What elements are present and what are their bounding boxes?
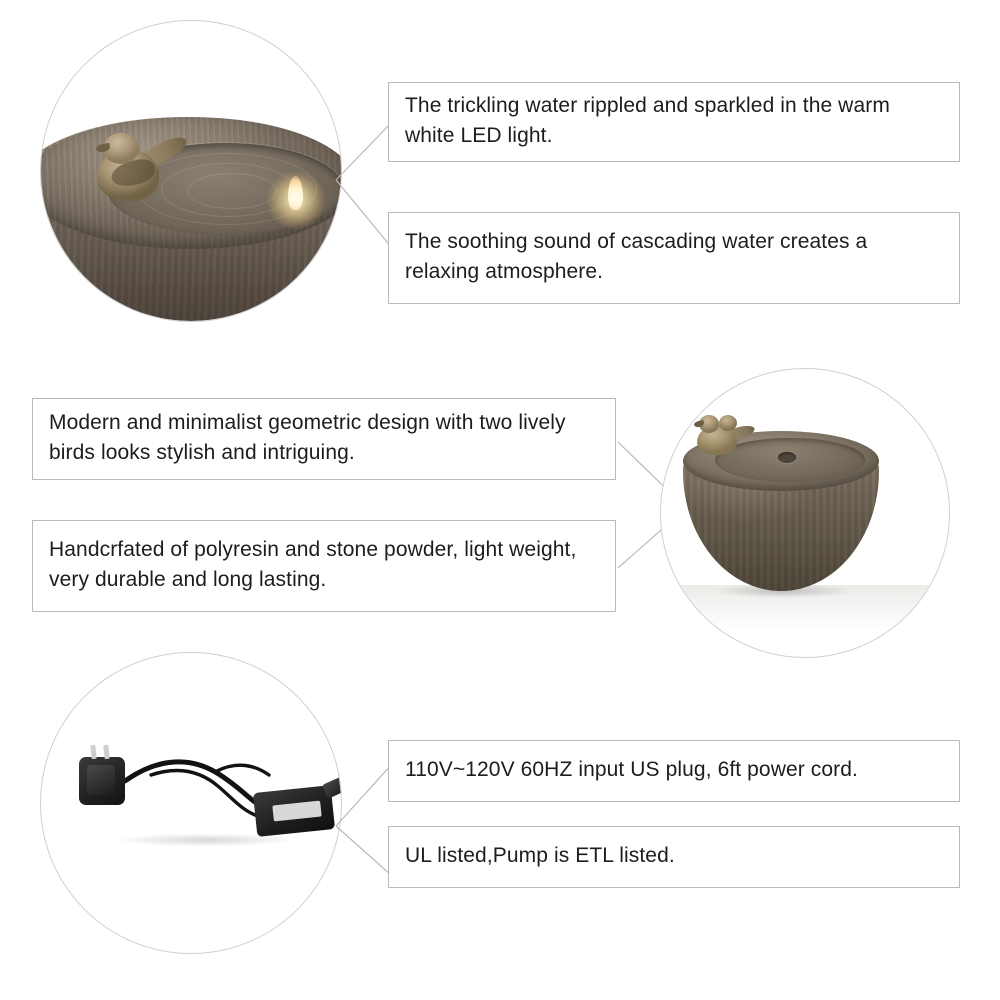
fountain-full-artwork [661,369,949,657]
fountain-closeup-artwork [41,21,341,321]
callout-led [388,82,960,162]
callout-design [32,398,616,480]
callout-certification-text: UL listed,Pump is ETL listed. [405,844,675,868]
fountain-full-photo [660,368,950,658]
callout-sound-text: The soothing sound of cascading water creates a relaxing atmosphere. [405,230,868,283]
callout-sound [388,212,960,304]
callout-led-text: The trickling water rippled and sparkled in the warm white LED light. [405,94,890,147]
callout-power-text: 110V~120V 60HZ input US plug, 6ft power cord. [405,758,858,782]
callout-design-text: Modern and minimalist geometric design with two lively birds looks stylish and intriguing. [49,411,566,464]
callout-material [32,520,616,612]
callout-certification [388,826,960,888]
callout-material-text: Handcrfated of polyresin and stone powder, light weight, very durable and long lasting. [49,538,577,591]
fountain-closeup-photo [40,20,342,322]
pump-adapter-photo [40,652,342,954]
callout-power [388,740,960,802]
pump-adapter-artwork [41,653,341,953]
